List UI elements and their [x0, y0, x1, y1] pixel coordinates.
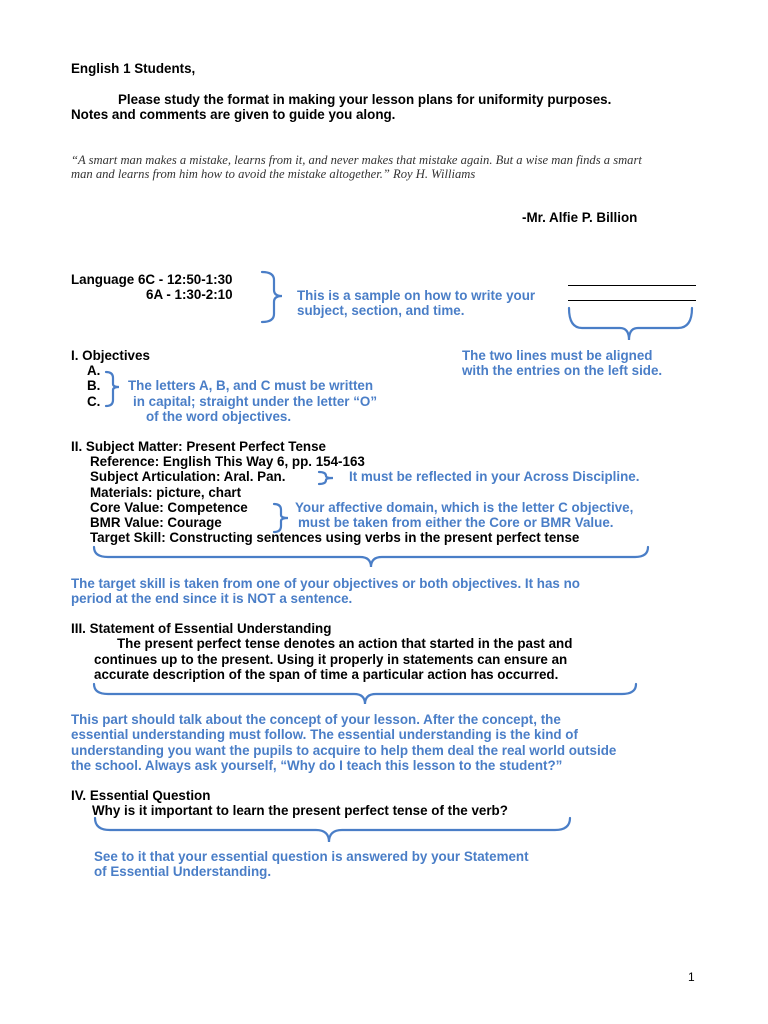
objectives-heading: I. Objectives — [71, 348, 150, 363]
page-number: 1 — [688, 970, 695, 984]
schedule-line-1: Language 6C - 12:50-1:30 — [71, 272, 233, 287]
materials: Materials: picture, chart — [90, 485, 242, 500]
reference: Reference: English This Way 6, pp. 154-163 — [90, 454, 365, 469]
brace-question — [95, 818, 570, 842]
note-concept-4: the school. Always ask yourself, “Why do I teach this lesson to the student?” — [71, 758, 563, 773]
brace-understanding — [94, 684, 636, 704]
understanding-line-2: continues up to the present. Using it properly in statements can ensure an — [94, 652, 568, 667]
subject-articulation: Subject Articulation: Aral. Pan. — [90, 469, 286, 484]
understanding-line-1: The present perfect tense denotes an action that started in the past and — [117, 636, 573, 651]
objective-b: B. — [87, 378, 101, 393]
quote-line-1: “A smart man makes a mistake, learns from it, and never makes that mistake again. But a wise man finds a smart — [71, 153, 642, 167]
note-concept-1: This part should talk about the concept of your lesson. After the concept, the — [71, 712, 561, 727]
note-lines-2: with the entries on the left side. — [462, 363, 663, 378]
note-letters-3: of the word objectives. — [146, 409, 292, 424]
note-schedule-1: This is a sample on how to write your — [297, 288, 536, 303]
target-skill: Target Skill: Constructing sentences using verbs in the present perfect tense — [90, 530, 580, 545]
quote-line-2: man and learns from him how to avoid the mistake altogether.” Roy H. Williams — [71, 167, 476, 181]
note-schedule-2: subject, section, and time. — [297, 303, 465, 318]
brace-articulation — [319, 472, 333, 484]
brace-schedule — [262, 272, 282, 322]
bmr-value: BMR Value: Courage — [90, 515, 222, 530]
note-question-2: of Essential Understanding. — [94, 864, 272, 879]
brace-target-skill — [94, 547, 648, 567]
core-value: Core Value: Competence — [90, 500, 248, 515]
note-affective-1: Your affective domain, which is the letter C objective, — [295, 500, 634, 515]
intro-line-2: Notes and comments are given to guide you along. — [71, 107, 396, 122]
objective-a: A. — [87, 363, 101, 378]
schedule-line-2: 6A - 1:30-2:10 — [146, 287, 233, 302]
note-skill-1: The target skill is taken from one of your objectives or both objectives. It has no — [71, 576, 580, 591]
subject-matter-heading: II. Subject Matter: Present Perfect Tense — [71, 439, 326, 454]
note-affective-2: must be taken from either the Core or BMR Value. — [298, 515, 614, 530]
signature: -Mr. Alfie P. Billion — [522, 210, 638, 225]
note-letters-1: The letters A, B, and C must be written — [128, 378, 374, 393]
note-skill-2: period at the end since it is NOT a sentence. — [71, 591, 353, 606]
note-lines-1: The two lines must be aligned — [462, 348, 653, 363]
objective-c: C. — [87, 394, 101, 409]
brace-letters — [106, 372, 119, 406]
understanding-heading: III. Statement of Essential Understanding — [71, 621, 332, 636]
essential-question: Why is it important to learn the present perfect tense of the verb? — [92, 803, 508, 818]
note-articulation: It must be reflected in your Across Discipline. — [349, 469, 640, 484]
note-letters-2: in capital; straight under the letter “O” — [133, 394, 378, 409]
greeting: English 1 Students, — [71, 61, 196, 76]
note-concept-3: understanding you want the pupils to acquire to help them deal the real world outside — [71, 743, 617, 758]
brace-blank-lines — [569, 308, 692, 340]
brace-values — [274, 504, 288, 532]
understanding-line-3: accurate description of the span of time a particular action has occurred. — [94, 667, 559, 682]
note-question-1: See to it that your essential question is answered by your Statement — [94, 849, 529, 864]
essential-question-heading: IV. Essential Question — [71, 788, 211, 803]
note-concept-2: essential understanding must follow. The essential understanding is the kind of — [71, 727, 578, 742]
intro-line-1: Please study the format in making your lesson plans for uniformity purposes. — [118, 92, 612, 107]
